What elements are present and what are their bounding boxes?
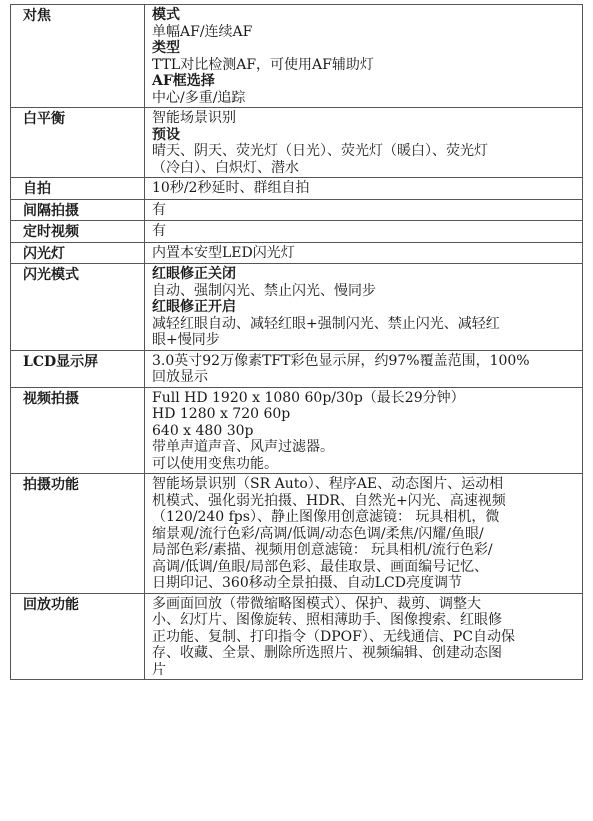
spec-subheading: 红眼修正开启 — [152, 299, 236, 315]
spec-row — [11, 178, 583, 200]
spec-label: 自拍 — [11, 178, 145, 200]
spec-value — [145, 199, 583, 221]
spec-label: 闪光灯 — [11, 242, 145, 264]
spec-label: 对焦 — [11, 5, 145, 108]
spec-subheading: AF框选择 — [152, 73, 215, 89]
spec-text-line: HD 1280 x 720 60p — [152, 406, 291, 422]
spec-text-line: 正功能、复制、打印指令（DPOF）、无线通信、PC自动保 — [152, 628, 515, 645]
spec-row — [11, 264, 583, 351]
spec-label: 闪光模式 — [11, 264, 145, 351]
spec-text-line: 缩景观/流行色彩/高调/低调/动态色调/柔焦/闪耀/鱼眼/ — [152, 525, 484, 542]
spec-table — [10, 4, 583, 680]
spec-value — [145, 474, 583, 594]
spec-row — [11, 350, 583, 387]
spec-value — [145, 593, 583, 680]
spec-label: 拍摄功能 — [11, 474, 145, 594]
spec-text-line: 智能场景识别（SR Auto）、程序AE、动态图片、运动相 — [152, 476, 504, 492]
spec-text-line: 单幅AF/连续AF — [152, 23, 253, 40]
spec-row — [11, 387, 583, 474]
spec-text-line: 10秒/2秒延时、群组自拍 — [152, 180, 310, 196]
spec-text-line: 3.0英寸92万像素TFT彩色显示屏，约97%覆盖范围，100% — [152, 352, 530, 369]
spec-text-line: 有 — [152, 201, 166, 218]
spec-text-line: 多画面回放（带微缩略图模式）、保护、裁剪、调整大 — [152, 595, 481, 612]
spec-text-line: 局部色彩/素描、视频用创意滤镜： 玩具相机/流行色彩/ — [152, 542, 493, 558]
spec-row — [11, 242, 583, 264]
spec-value — [145, 264, 583, 351]
spec-label: LCD显示屏 — [11, 350, 145, 387]
spec-text-line: 晴天、阴天、荧光灯（日光）、荧光灯（暖白）、荧光灯 — [152, 143, 488, 159]
spec-value — [145, 387, 583, 474]
spec-text-line: 回放显示 — [152, 369, 208, 385]
spec-subheading: 模式 — [152, 7, 180, 23]
spec-text-line: 智能场景识别 — [152, 110, 236, 126]
spec-value — [145, 350, 583, 387]
spec-value — [145, 108, 583, 178]
spec-value — [145, 221, 583, 243]
spec-row — [11, 474, 583, 594]
spec-text-line: TTL对比检测AF，可使用AF辅助灯 — [152, 56, 374, 73]
spec-row — [11, 108, 583, 178]
spec-row — [11, 221, 583, 243]
spec-text-line: 片 — [152, 661, 166, 678]
spec-text-line: 可以使用变焦功能。 — [152, 455, 278, 472]
spec-text-line: 内置本安型LED闪光灯 — [152, 244, 295, 261]
spec-row — [11, 199, 583, 221]
spec-table-body — [11, 5, 583, 680]
spec-text-line: 小、幻灯片、图像旋转、照相薄助手、图像搜索、红眼修 — [152, 612, 502, 628]
spec-row — [11, 593, 583, 680]
spec-subheading: 红眼修正关闭 — [152, 266, 236, 282]
spec-label: 回放功能 — [11, 593, 145, 680]
spec-label: 定时视频 — [11, 221, 145, 243]
spec-text-line: 机模式、强化弱光拍摄、HDR、自然光+闪光、高速视频 — [152, 492, 506, 509]
spec-text-line: 中心/多重/追踪 — [152, 89, 246, 106]
spec-subheading: 类型 — [152, 40, 180, 56]
spec-text-line: 减轻红眼自动、减轻红眼+强制闪光、禁止闪光、减轻红 — [152, 315, 500, 332]
spec-text-line: （120/240 fps）、静止图像用创意滤镜： 玩具相机，微 — [152, 509, 500, 525]
spec-text-line: 眼+慢同步 — [152, 332, 220, 348]
spec-label: 间隔拍摄 — [11, 199, 145, 221]
spec-label: 视频拍摄 — [11, 387, 145, 474]
spec-row — [11, 5, 583, 108]
spec-subheading: 预设 — [152, 126, 180, 143]
spec-text-line: 存、收藏、全景、删除所选照片、视频编辑、创建动态图 — [152, 645, 502, 661]
spec-value — [145, 5, 583, 108]
spec-text-line: Full HD 1920 x 1080 60p/30p（最长29分钟） — [152, 389, 465, 406]
spec-text-line: 带单声道声音、风声过滤器。 — [152, 439, 334, 455]
spec-text-line: 640 x 480 30p — [152, 422, 254, 439]
spec-text-line: 自动、强制闪光、禁止闪光、慢同步 — [152, 282, 376, 299]
spec-text-line: 日期印记、360移动全景拍摄、自动LCD亮度调节 — [152, 575, 462, 591]
spec-value — [145, 242, 583, 264]
spec-text-line: （冷白）、白炽灯、潜水 — [152, 159, 299, 176]
spec-text-line: 高调/低调/鱼眼/局部色彩、最佳取景、画面编号记忆、 — [152, 558, 489, 575]
spec-value — [145, 178, 583, 200]
spec-text-line: 有 — [152, 223, 166, 239]
spec-label: 白平衡 — [11, 108, 145, 178]
